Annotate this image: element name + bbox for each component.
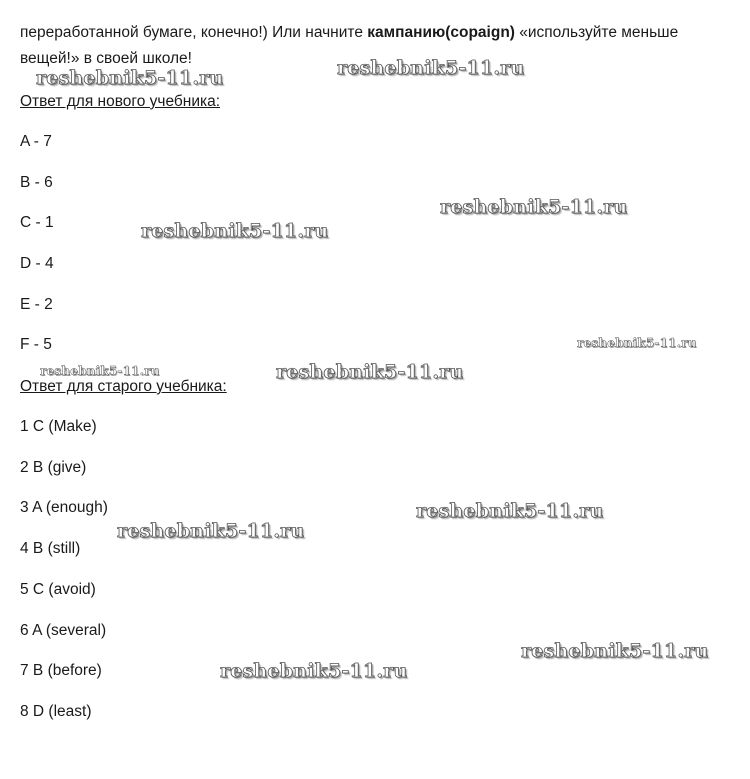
- watermark: reshebnik5-11.ru: [577, 336, 697, 350]
- watermark: reshebnik5-11.ru: [40, 364, 160, 378]
- watermark: reshebnik5-11.ru: [36, 67, 224, 89]
- new-answer-3: C - 1: [20, 214, 54, 231]
- old-answer-3: 3 A (enough): [20, 499, 108, 516]
- watermark: reshebnik5-11.ru: [416, 500, 604, 522]
- new-answer-5: E - 2: [20, 296, 53, 313]
- old-answer-8: 8 D (least): [20, 703, 92, 720]
- watermark: reshebnik5-11.ru: [440, 196, 628, 218]
- new-answer-4: D - 4: [20, 255, 54, 272]
- new-answer-6: F - 5: [20, 336, 52, 353]
- old-answer-1: 1 C (Make): [20, 418, 97, 435]
- watermark: reshebnik5-11.ru: [141, 220, 329, 242]
- watermark: reshebnik5-11.ru: [117, 520, 305, 542]
- new-answer-2: B - 6: [20, 174, 53, 191]
- old-answer-2: 2 B (give): [20, 459, 87, 476]
- old-answer-5: 5 C (avoid): [20, 581, 96, 598]
- watermark: reshebnik5-11.ru: [220, 660, 408, 682]
- intro-bold-text: кампанию(copaign): [367, 24, 515, 41]
- new-textbook-heading: Ответ для нового учебника:: [20, 93, 221, 110]
- new-answer-1: A - 7: [20, 133, 52, 150]
- old-answer-6: 6 A (several): [20, 622, 107, 639]
- old-answer-7: 7 B (before): [20, 662, 102, 679]
- old-textbook-heading: Ответ для старого учебника:: [20, 378, 227, 395]
- intro-text-part1: переработанной бумаге, конечно!) Или начните: [20, 24, 368, 41]
- intro-text-part2: «используйте меньше вещей!» в своей школе!: [20, 24, 679, 67]
- watermark: reshebnik5-11.ru: [521, 640, 709, 662]
- old-answer-4: 4 B (still): [20, 540, 81, 557]
- watermark: reshebnik5-11.ru: [276, 361, 464, 383]
- watermark: reshebnik5-11.ru: [337, 57, 525, 79]
